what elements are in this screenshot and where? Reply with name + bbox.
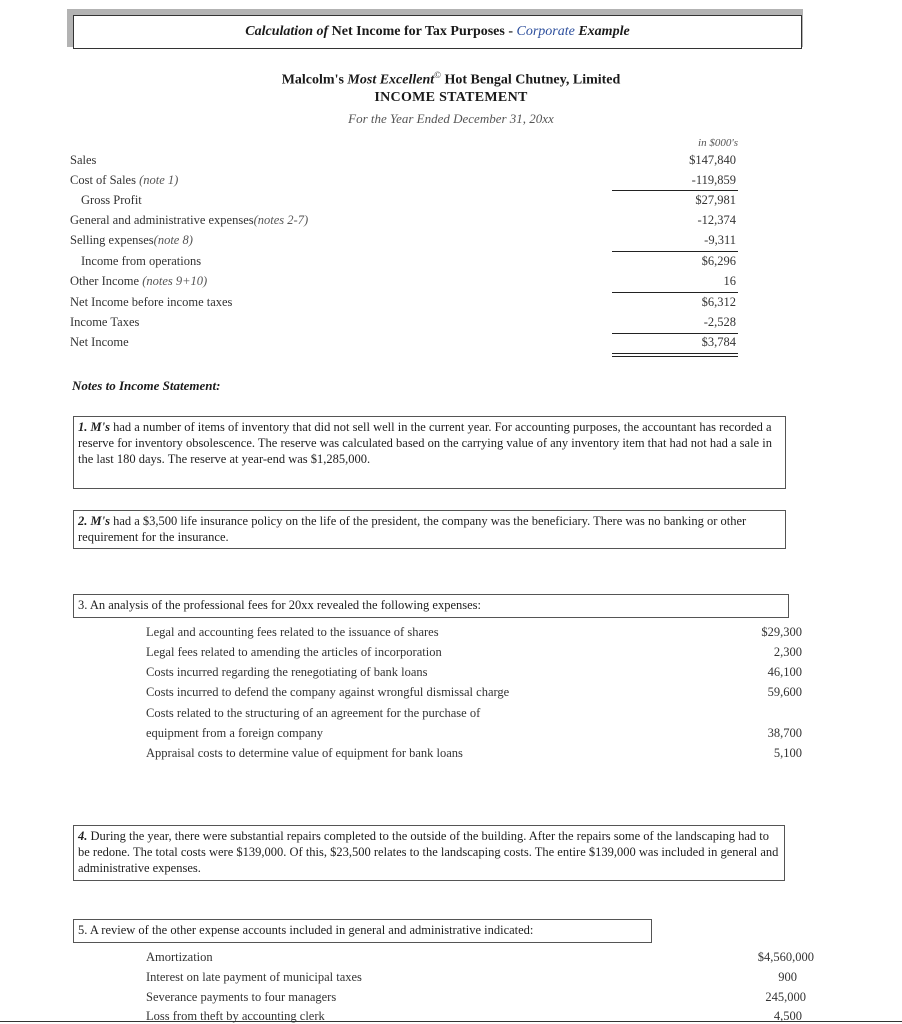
note-lead: 1. M's xyxy=(78,420,110,434)
list-item-amount: 2,300 xyxy=(773,645,802,659)
copyright-mark: © xyxy=(434,70,441,80)
note-text: had a number of items of inventory that did not sell well in the current year. For accounting purposes, the accountant has recorded a reserve for inventory obsolescence. The reserve was calculated based on the carrying value of any inventory item that had not had a sale in the last 180 days. The reserve at year-end was $1,285,000. xyxy=(78,420,772,466)
note-text: A review of the other expense accounts included in general and administrative indicated: xyxy=(89,923,534,937)
list-item: Severance payments to four managers xyxy=(146,990,337,1004)
row-value: -119,859 xyxy=(691,173,736,187)
statement-title: INCOME STATEMENT xyxy=(374,90,528,105)
row-label: Net Income before income taxes xyxy=(70,295,233,309)
row-label: Income from operations xyxy=(81,254,202,268)
row-net-income-before-tax xyxy=(70,293,738,313)
title-part-4: Example xyxy=(578,24,630,39)
statement-period: For the Year Ended December 31, 20xx xyxy=(348,111,554,126)
row-value: -9,311 xyxy=(704,233,736,247)
row-income-from-operations xyxy=(70,252,738,272)
row-gross-profit xyxy=(70,191,738,211)
row-label: Income Taxes xyxy=(70,315,140,329)
list-item-amount: 59,600 xyxy=(767,685,802,699)
list-item-amount: $4,560,000 xyxy=(757,950,814,964)
note-4 xyxy=(73,825,785,881)
title-part-1: Calculation of xyxy=(245,24,329,39)
page-title xyxy=(73,15,802,49)
note-3 xyxy=(73,594,789,618)
list-item: Loss from theft by accounting clerk xyxy=(146,1009,325,1023)
row-label xyxy=(70,213,308,228)
company-name-prefix: Malcolm's xyxy=(281,72,344,88)
note-text: An analysis of the professional fees for 20xx revealed the following expenses: xyxy=(89,598,482,612)
company-name-italic: Most Excellent xyxy=(347,72,435,88)
note-lead: 3. xyxy=(78,598,88,612)
notes-heading: Notes to Income Statement: xyxy=(72,378,221,393)
note-lead: 5. xyxy=(78,923,88,937)
units-label: in $000's xyxy=(698,137,738,149)
page-bottom-rule xyxy=(0,1021,902,1022)
list-item-amount: $29,300 xyxy=(761,625,802,639)
row-value: -12,374 xyxy=(697,213,736,227)
row-label-text: Cost of Sales xyxy=(70,173,136,187)
list-item-amount: 900 xyxy=(778,970,797,984)
row-note-ref: (note 8) xyxy=(153,233,193,247)
row-label: Gross Profit xyxy=(81,193,142,207)
row-label: Net Income xyxy=(70,335,129,349)
list-item-amount: 5,100 xyxy=(773,746,802,760)
row-other-income xyxy=(70,272,738,292)
row-value: $6,296 xyxy=(701,254,736,268)
note-lead: 2. M's xyxy=(78,514,110,528)
list-item: Costs related to the structuring of an agreement for the purchase of xyxy=(146,706,481,720)
row-note-ref: (notes 2-7) xyxy=(253,213,309,227)
list-item: Costs incurred regarding the renegotiating of bank loans xyxy=(146,665,428,679)
note-5 xyxy=(73,919,652,943)
note-lead: 4. xyxy=(78,829,88,843)
list-item: equipment from a foreign company xyxy=(146,726,324,740)
row-value: -2,528 xyxy=(703,315,736,329)
row-label-text: Selling expenses xyxy=(70,233,154,247)
list-item: Legal and accounting fees related to the issuance of shares xyxy=(146,625,439,639)
double-rule-bottom xyxy=(612,356,738,357)
row-cost-of-sales xyxy=(70,171,738,191)
company-name xyxy=(0,70,902,89)
note-2 xyxy=(73,510,786,549)
row-value: $3,784 xyxy=(701,335,736,349)
row-selling-expenses xyxy=(70,231,738,251)
list-item: Amortization xyxy=(146,950,213,964)
title-part-2: Net Income for Tax Purposes - xyxy=(331,24,513,39)
row-label xyxy=(70,173,178,188)
row-value: 16 xyxy=(723,274,736,288)
company-name-suffix: Hot Bengal Chutney, Limited xyxy=(444,72,621,88)
row-income-taxes xyxy=(70,313,738,333)
list-item: Costs incurred to defend the company against wrongful dismissal charge xyxy=(146,685,510,699)
row-value: $27,981 xyxy=(695,193,736,207)
row-value: $147,840 xyxy=(689,153,736,167)
list-item-amount: 38,700 xyxy=(767,726,802,740)
list-item: Interest on late payment of municipal taxes xyxy=(146,970,362,984)
list-item: Legal fees related to amending the articles of incorporation xyxy=(146,645,442,659)
row-label xyxy=(70,233,193,248)
list-item-amount: 46,100 xyxy=(767,665,802,679)
row-label-text: General and administrative expenses xyxy=(70,213,254,227)
row-net-income xyxy=(70,333,738,353)
double-rule-top xyxy=(612,353,738,354)
note-text: During the year, there were substantial repairs completed to the outside of the building. After the repairs some of the landscaping had to be redone. The total costs were $139,000. Of this, $23,500 relates to the landscaping costs. The entire $139,000 was included in general and administrative expenses. xyxy=(78,829,779,875)
row-note-ref: (note 1) xyxy=(139,173,179,187)
row-sales xyxy=(70,151,738,171)
row-general-admin xyxy=(70,211,738,231)
list-item-amount: 245,000 xyxy=(765,990,806,1004)
note-text: had a $3,500 life insurance policy on the life of the president, the company was the beneficiary. There was no banking or other requirement for the insurance. xyxy=(78,514,747,544)
title-part-3: Corporate xyxy=(516,24,575,39)
list-item-amount: 4,500 xyxy=(773,1009,802,1023)
row-note-ref: (notes 9+10) xyxy=(142,274,208,288)
row-label-text: Other Income xyxy=(70,274,140,288)
row-label xyxy=(70,274,207,289)
note-1 xyxy=(73,416,786,489)
row-label: Sales xyxy=(70,153,97,167)
row-value: $6,312 xyxy=(701,295,736,309)
list-item: Appraisal costs to determine value of equipment for bank loans xyxy=(146,746,463,760)
